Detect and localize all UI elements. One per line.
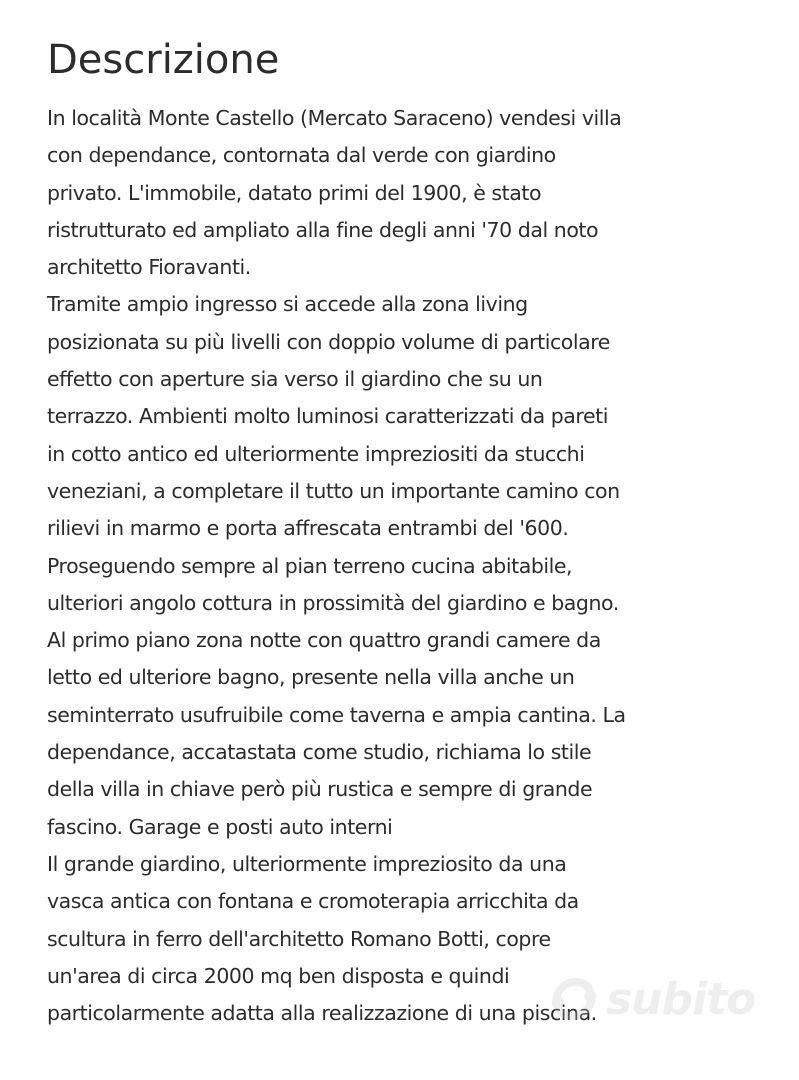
description-line: Al primo piano zona notte con quattro grandi camere da — [47, 628, 601, 653]
description-line: Tramite ampio ingresso si accede alla zona living — [47, 292, 528, 317]
description-line: seminterrato usufruibile come taverna e ampia cantina. La — [47, 702, 626, 727]
description-line: privato. L'immobile, datato primi del 1900, è stato — [47, 180, 542, 205]
watermark-text: subito — [606, 973, 756, 1025]
description-line: Proseguendo sempre al pian terreno cucina abitabile, — [47, 553, 573, 578]
description-line: scultura in ferro dell'architetto Romano Botti, copre — [47, 926, 551, 951]
description-line: architetto Fioravanti. — [47, 255, 251, 280]
description-line: in cotto antico ed ulteriormente impreziositi da stucchi — [47, 441, 585, 466]
description-text — [47, 100, 787, 1032]
description-line: particolarmente adatta alla realizzazione di una piscina. — [47, 1001, 597, 1026]
description-line: della villa in chiave però più rustica e sempre di grande — [47, 777, 593, 802]
section-title: Descrizione — [47, 37, 280, 83]
description-line: ristrutturato ed ampliato alla fine degli anni '70 dal noto — [47, 217, 599, 242]
description-line: In località Monte Castello (Mercato Saraceno) vendesi villa — [47, 106, 622, 130]
description-line: letto ed ulteriore bagno, presente nella villa anche un — [47, 665, 575, 690]
description-line: ulteriori angolo cottura in prossimità del giardino e bagno. — [47, 590, 619, 615]
description-line: con dependance, contornata dal verde con giardino — [47, 143, 556, 168]
description-line: rilievi in marmo e porta affrescata entrambi del '600. — [47, 516, 569, 541]
description-line: effetto con aperture sia verso il giardino che su un — [47, 367, 543, 392]
description-line: un'area di circa 2000 mq ben disposta e quindi — [47, 963, 510, 988]
description-line: dependance, accatastata come studio, richiama lo stile — [47, 740, 592, 765]
description-line: Il grande giardino, ulteriormente impreziosito da una — [47, 851, 567, 876]
description-line: posizionata su più livelli con doppio volume di particolare — [47, 329, 610, 354]
description-line: fascino. Garage e posti auto interni — [47, 814, 393, 839]
description-line: vasca antica con fontana e cromoterapia arricchita da — [47, 889, 579, 914]
description-line: terrazzo. Ambienti molto luminosi caratterizzati da pareti — [47, 404, 608, 429]
description-line: veneziani, a completare il tutto un importante camino con — [47, 478, 620, 503]
